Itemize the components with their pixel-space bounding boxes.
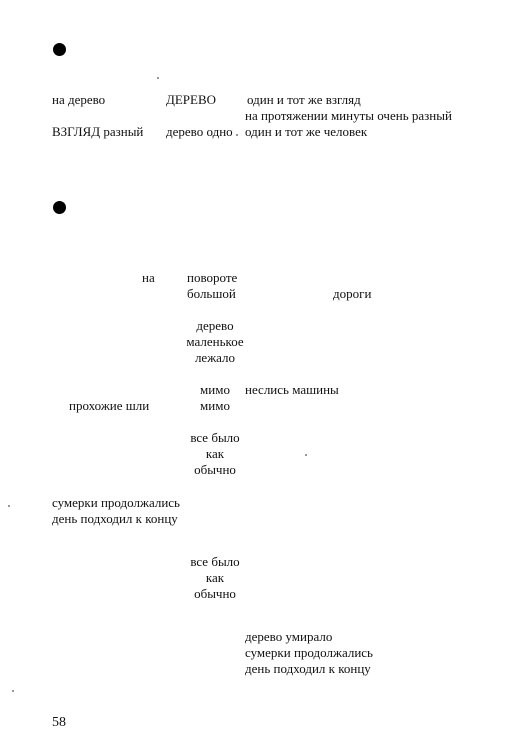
- text-na: на: [142, 270, 155, 285]
- text-malenkoe: маленькое: [186, 334, 244, 349]
- text-mimo-2: мимо: [200, 398, 230, 413]
- section-bullet-2: [53, 201, 66, 214]
- section-bullet-1: [53, 43, 66, 56]
- text-kak-2: как: [205, 570, 225, 585]
- text-derevo: дерево: [196, 318, 234, 333]
- scan-speck: [236, 134, 238, 136]
- text-dorogi: дороги: [333, 286, 372, 301]
- text-prohozhie-shli: прохожие шли: [69, 398, 150, 413]
- text-odin-vzglyad: один и тот же взгляд: [247, 92, 361, 107]
- text-odin-chelovek: один и тот же человек: [245, 124, 368, 139]
- text-den-2: день подходил к концу: [245, 661, 371, 676]
- text-derevo-umiralo: дерево умирало: [245, 629, 333, 644]
- text-vzglyad-razny: ВЗГЛЯД разный: [52, 124, 144, 139]
- text-sumerki-2: сумерки продолжались: [245, 645, 373, 660]
- scan-speck: [157, 77, 159, 79]
- text-obychno-2: обычно: [194, 586, 236, 601]
- text-kak-1: как: [205, 446, 225, 461]
- scan-speck: [8, 505, 10, 507]
- text-na-derevo: на дерево: [52, 92, 106, 107]
- text-mimo-1: мимо: [200, 382, 230, 397]
- text-vse-bylo-1: все было: [190, 430, 240, 445]
- text-povorote: повороте: [187, 270, 238, 285]
- scan-speck: [305, 454, 307, 456]
- text-derevo-odno: дерево одно: [166, 124, 233, 139]
- text-bolshoy: большой: [187, 286, 236, 301]
- text-na-protyazhenii: на протяжении минуты очень разный: [245, 108, 452, 123]
- text-neslis-mashiny: неслись машины: [245, 382, 339, 397]
- text-derevo-caps: ДЕРЕВО: [166, 92, 217, 107]
- page-number: 58: [52, 715, 66, 730]
- text-vse-bylo-2: все было: [190, 554, 240, 569]
- text-obychno-1: обычно: [194, 462, 236, 477]
- text-lezhalo: лежало: [194, 350, 236, 365]
- text-den-1: день подходил к концу: [52, 511, 178, 526]
- text-sumerki-1: сумерки продолжались: [52, 495, 180, 510]
- scan-speck: [12, 690, 14, 692]
